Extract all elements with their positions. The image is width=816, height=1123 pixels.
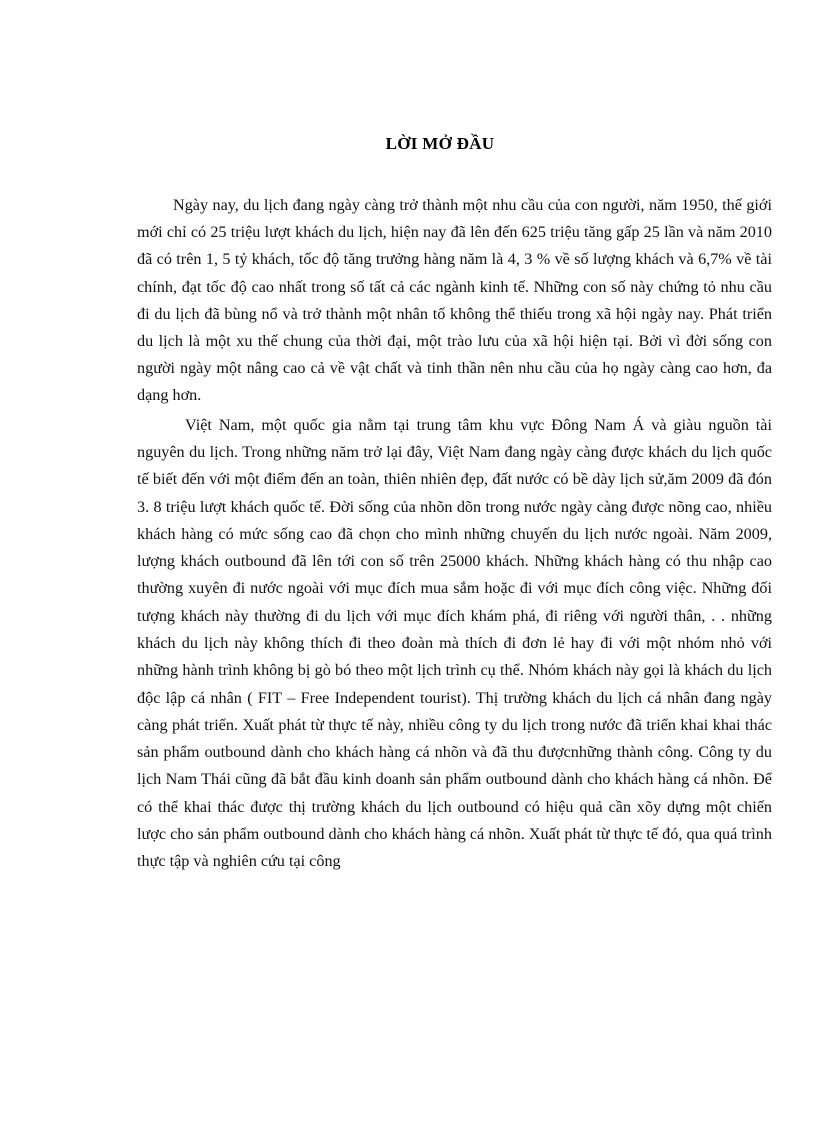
document-body — [137, 192, 772, 876]
paragraph-2: Việt Nam, một quốc gia nằm tại trung tâm khu vực Đông Nam Á và giàu nguồn tài nguyên du lịch. Trong những năm trở lại đây, Việt Nam đang ngày càng được khách du lịch quốc tế biết đến với một điểm đến an toàn, thiên nhiên đẹp, đất nước có bề dày lịch sử,ăm 2009 đã đón 3. 8 triệu lượt khách quốc tế. Đời sống của nhõn dõn trong nước ngày càng được nõng cao, nhiều khách hàng có mức sống cao đã chọn cho mình những chuyến du lịch nước ngoài. Năm 2009, lượng khách outbound đã lên tới con số trên 25000 khách. Những khách hàng có thu nhập cao thường xuyên đi nước ngoài với mục đích mua sắm hoặc đi với mục đích công việc. Những đối tượng khách này thường đi du lịch với mục đích khám phá, đi riêng với người thân, . . những khách du lịch này không thích đi theo đoàn mà thích đi đơn lẻ hay đi với một nhóm nhỏ với những hành trình không bị gò bó theo một lịch trình cụ thể. Nhóm khách này gọi là khách du lịch độc lập cá nhân ( FIT – Free Independent tourist). Thị trường khách du lịch cá nhân đang ngày càng phát triển. Xuất phát từ thực tế này, nhiều công ty du lịch trong nước đã triển khai khai thác sản phẩm outbound dành cho khách hàng cá nhõn và đã thu đượcnhững thành công. Công ty du lịch Nam Thái cũng đã bắt đầu kinh doanh sản phẩm outbound dành cho khách hàng cá nhõn. Để có thể khai thác được thị trường khách du lịch outbound có hiệu quả cần xõy dựng một chiến lược cho sản phẩm outbound dành cho khách hàng cá nhõn. Xuất phát từ thực tế đó, qua quá trình thực tập và nghiên cứu tại công — [137, 415, 772, 871]
page-title: LỜI MỞ ĐẦU — [385, 134, 495, 153]
paragraph-1: Ngày nay, du lịch đang ngày càng trở thành một nhu cầu của con người, năm 1950, thế giới mới chỉ có 25 triệu lượt khách du lịch, hiện nay đã lên đến 625 triệu tăng gấp 25 lần và năm 2010 đã có trên 1, 5 tỷ khách, tốc độ tăng trưởng hàng năm là 4, 3 % về số lượng khách và 6,7% về tài chính, đạt tốc độ cao nhất trong số tất cả các ngành kinh tế. Những con số này chứng tỏ nhu cầu đi du lịch đã bùng nổ và trở thành một nhân tố không thể thiếu trong xã hội ngày nay. Phát triển du lịch là một xu thế chung của thời đại, một trào lưu của xã hội hiện tại. Bởi vì đời sống con người ngày một nâng cao cả về vật chất và tinh thần nên nhu cầu của họ ngày càng cao hơn, đa dạng hơn. — [137, 196, 772, 405]
